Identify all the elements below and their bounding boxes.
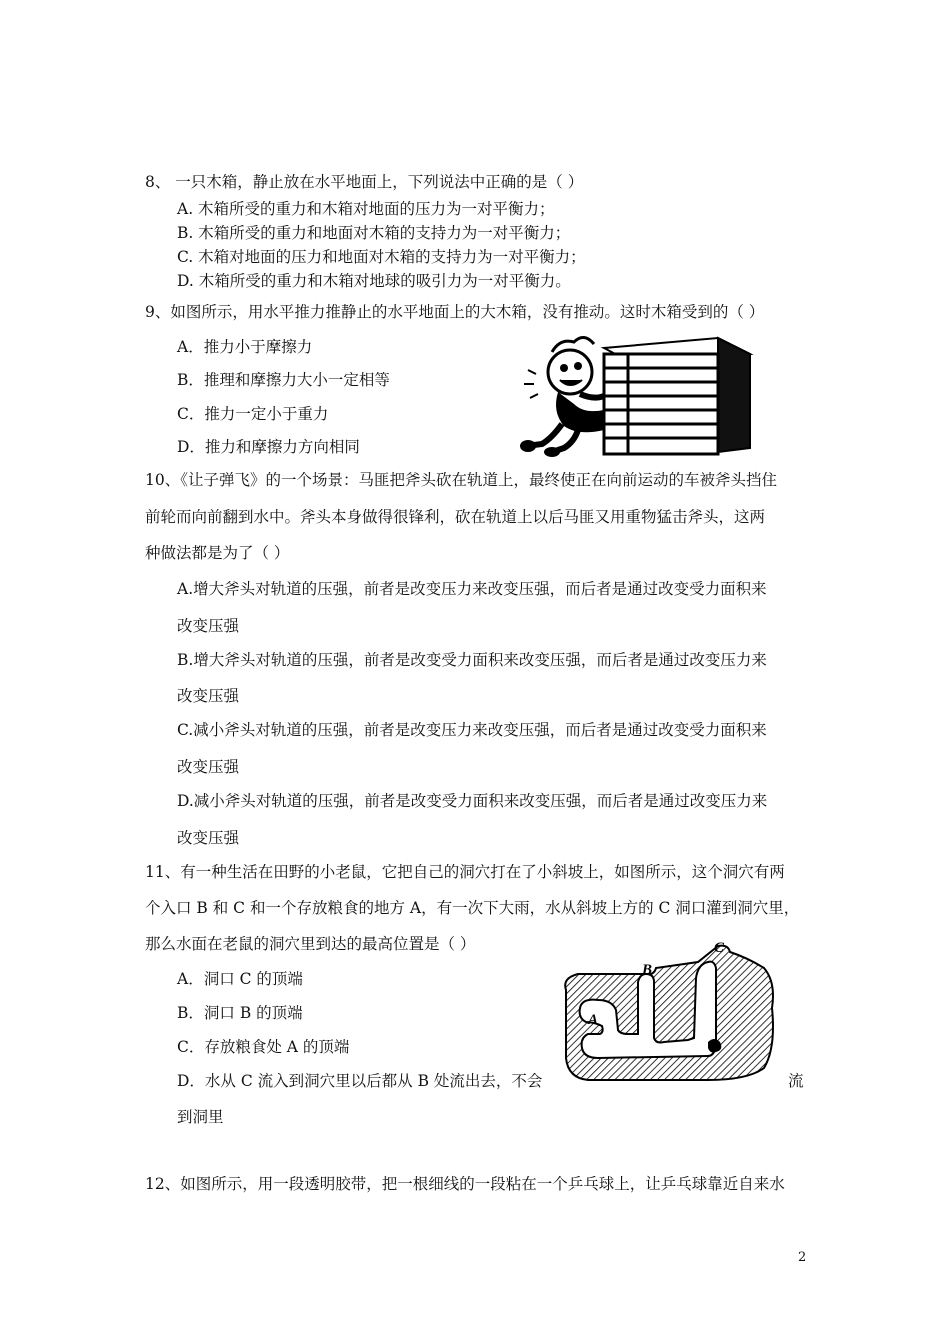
q11-option-c: C．存放粮食处 A 的顶端 [177, 1038, 350, 1056]
label-a: A [588, 1012, 599, 1028]
burrow-figure [558, 938, 780, 1086]
q11-option-a: A．洞口 C 的顶端 [177, 970, 303, 988]
q10-option-a: A.增大斧头对轨道的压强，前者是改变压力来改变压强，而后者是通过改变受力面积来 [177, 580, 767, 598]
q12-stem: 12、如图所示，用一段透明胶带，把一根细线的一段粘在一个乒乓球上，让乒乓球靠近自来水 [145, 1175, 785, 1193]
q11-stem-line2: 个入口 B 和 C 和一个存放粮食的地方 A，有一次下大雨，水从斜坡上方的 C 洞口灌到洞穴里， [145, 899, 800, 917]
q10-option-b-cont: 改变压强 [177, 687, 240, 705]
q8-option-d: D. 木箱所受的重力和木箱对地球的吸引力为一对平衡力。 [177, 272, 571, 290]
q10-stem-line1: 10、《让子弹飞》的一个场景：马匪把斧头砍在轨道上，最终使正在向前运动的车被斧头挡住 [145, 471, 777, 489]
q10-option-a-cont: 改变压强 [177, 617, 240, 635]
q11-option-d-tail: 流 [788, 1072, 804, 1090]
q11-option-d-cont: 到洞里 [177, 1108, 224, 1126]
q8-option-b: B. 木箱所受的重力和地面对木箱的支持力为一对平衡力； [177, 224, 571, 242]
page-number: 2 [798, 1250, 807, 1265]
q9-option-d: D．推力和摩擦力方向相同 [177, 438, 360, 456]
pushing-crate-figure [518, 334, 758, 458]
q8-option-c: C. 木箱对地面的压力和地面对木箱的支持力为一对平衡力； [177, 248, 586, 266]
q10-stem-line2: 前轮而向前翻到水中。斧头本身做得很锋利，砍在轨道上以后马匪又用重物猛击斧头，这两 [145, 508, 766, 526]
q10-option-d: D.减小斧头对轨道的压强，前者是改变受力面积来改变压强，而后者是通过改变压力来 [177, 792, 768, 810]
q10-option-c-cont: 改变压强 [177, 758, 240, 776]
q9-stem: 9、如图所示，用水平推力推静止的水平地面上的大木箱，没有推动。这时木箱受到的（ ） [145, 303, 765, 321]
q9-option-b: B．推理和摩擦力大小一定相等 [177, 371, 390, 389]
q10-option-d-cont: 改变压强 [177, 829, 240, 847]
q11-option-d: D．水从 C 流入到洞穴里以后都从 B 处流出去，不会 [177, 1072, 543, 1090]
q11-stem-line1: 11、有一种生活在田野的小老鼠，它把自己的洞穴打在了小斜坡上，如图所示，这个洞穴有两 [145, 863, 785, 881]
q9-option-a: A．推力小于摩擦力 [177, 338, 313, 356]
label-b: B [642, 962, 653, 978]
q8-stem: 8、 一只木箱，静止放在水平地面上，下列说法中正确的是（ ） [145, 173, 584, 191]
q10-option-c: C.减小斧头对轨道的压强，前者是改变压力来改变压强，而后者是通过改变受力面积来 [177, 721, 767, 739]
label-c: C [714, 940, 725, 956]
q10-option-b: B.增大斧头对轨道的压强，前者是改变受力面积来改变压强，而后者是通过改变压力来 [177, 651, 767, 669]
q11-option-b: B．洞口 B 的顶端 [177, 1004, 303, 1022]
q10-stem-line3: 种做法都是为了（ ） [145, 544, 290, 562]
q11-stem-line3: 那么水面在老鼠的洞穴里到达的最高位置是（ ） [145, 935, 476, 953]
q9-option-c: C．推力一定小于重力 [177, 405, 329, 423]
q8-option-a: A. 木箱所受的重力和木箱对地面的压力为一对平衡力； [177, 200, 555, 218]
